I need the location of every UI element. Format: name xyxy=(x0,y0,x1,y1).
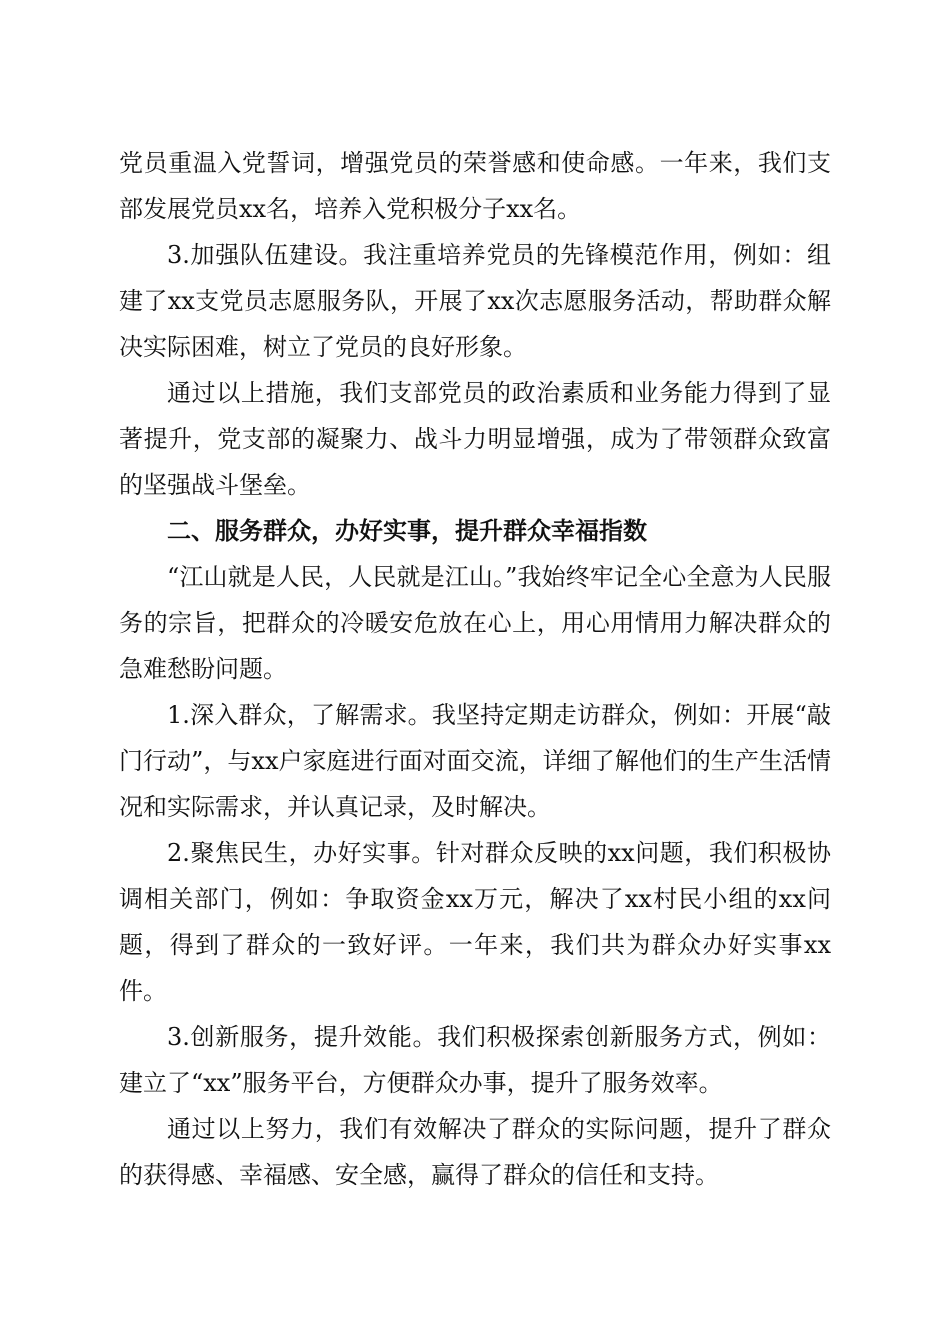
paragraph-continuation: 党员重温入党誓词，增强党员的荣誉感和使命感。一年来，我们支部发展党员xx名，培养入党积极分子xx名。 xyxy=(119,149,831,223)
paragraph-people-quote: “江山就是人民，人民就是江山。”我始终牢记全心全意为人民服务的宗旨，把群众的冷暖安危放在心上，用心用情用力解决群众的急难愁盼问题。 xyxy=(119,563,831,683)
section-heading-serve-masses: 二、服务群众，办好实事，提升群众幸福指数 xyxy=(167,517,647,545)
paragraph-measures-summary: 通过以上措施，我们支部党员的政治素质和业务能力得到了显著提升，党支部的凝聚力、战斗力明显增强，成为了带领群众致富的坚强战斗堡垒。 xyxy=(119,379,831,499)
paragraph-practical-matters: 2.聚焦民生，办好实事。针对群众反映的xx问题，我们积极协调相关部门，例如：争取资金xx万元，解决了xx村民小组的xx问题，得到了群众的一致好评。一年来，我们共为群众办好实事xx件。 xyxy=(119,839,831,1005)
document-body xyxy=(119,140,831,1198)
paragraph-innovative-service: 3.创新服务，提升效能。我们积极探索创新服务方式，例如：建立了“xx”服务平台，方便群众办事，提升了服务效率。 xyxy=(119,1023,831,1097)
paragraph-understand-needs: 1.深入群众，了解需求。我坚持定期走访群众，例如：开展“敲门行动”，与xx户家庭进行面对面交流，详细了解他们的生产生活情况和实际需求，并认真记录，及时解决。 xyxy=(119,701,831,821)
paragraph-team-building: 3.加强队伍建设。我注重培养党员的先锋模范作用，例如：组建了xx支党员志愿服务队，开展了xx次志愿服务活动，帮助群众解决实际困难，树立了党员的良好形象。 xyxy=(119,241,831,361)
paragraph-efforts-summary: 通过以上努力，我们有效解决了群众的实际问题，提升了群众的获得感、幸福感、安全感，赢得了群众的信任和支持。 xyxy=(119,1115,831,1189)
